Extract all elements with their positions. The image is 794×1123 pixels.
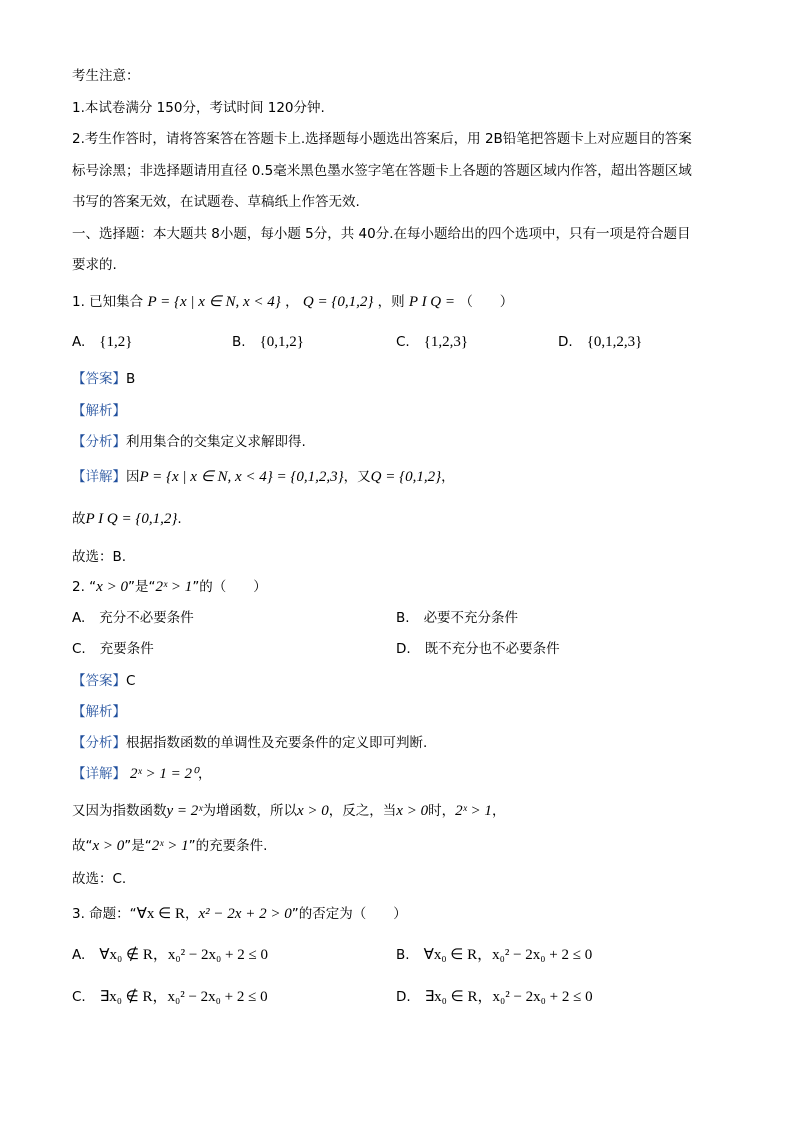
q3-option-c: C. ∃x₀ ∉ R，x₀² − 2x₀ + 2 ≤ 0 [72,989,268,1005]
q3-option-a: A. ∀x₀ ∉ R，x₀² − 2x₀ + 2 ≤ 0 [72,947,268,963]
question-1-stem [72,293,513,311]
notice-item-2-line-1: 2.考生作答时，请将答案答在答题卡上.选择题每小题选出答案后，用 2B铅笔把答题卡上对应题目的答案 [72,131,692,147]
section-heading-line-1: 一、选择题：本大题共 8小题，每小题 5分，共 40分.在每小题给出的四个选项中，只有一项是符合题目 [72,226,691,242]
q3-option-b: B. ∀x₀ ∈ R，x₀² − 2x₀ + 2 ≤ 0 [396,947,593,963]
q2-option-d: D. 既不充分也不必要条件 [396,641,560,657]
q2-xiangjie: 【详解】 2ˣ > 1 = 2⁰， [72,766,212,782]
notice-item-2-line-2: 标号涂黑；非选择题请用直径 0.5毫米黑色墨水签字笔在答题卡上各题的答题区域内作答，超出答题区域 [72,163,692,179]
q1-conclusion: 故P I Q = {0,1,2}. [72,511,182,527]
q1-option-c: C. {1,2,3} [396,334,469,350]
q2-option-b: B. 必要不充分条件 [396,610,519,626]
q1-xiangjie: 【详解】因P = {x | x ∈ N, x < 4} = {0,1,2,3}，又Q = {0,1,2}， [72,469,455,485]
question-2-stem: 2. “x > 0”是“2ˣ > 1”的（ ） [72,579,267,595]
q1-option-b: B. {0,1,2} [232,334,304,350]
q2-final: 故选：C. [72,871,127,887]
q1-option-a: A. {1,2} [72,334,133,350]
q1-ask-expression: P I Q = [408,294,456,310]
q1-sep: ， [285,294,299,310]
q2-answer: 【答案】C [72,673,136,689]
notice-item-1: 1.本试卷满分 150分，考试时间 120分钟. [72,100,325,116]
q2-option-a: A. 充分不必要条件 [72,610,194,626]
q2-analysis-tag: 【解析】 [72,704,126,720]
notice-title: 考生注意： [72,68,140,84]
q1-option-d: D. {0,1,2,3} [558,334,643,350]
q2-reasoning: 又因为指数函数y = 2ˣ为增函数，所以x > 0，反之，当x > 0时，2ˣ > 1， [72,803,506,819]
q3-option-d: D. ∃x₀ ∈ R，x₀² − 2x₀ + 2 ≤ 0 [396,989,593,1005]
q1-answer [72,370,135,388]
q1-prefix: 1. 已知集合 [72,294,144,310]
q1-answer-value: B [126,371,136,387]
notice-item-2-line-3: 书写的答案无效，在试题卷、草稿纸上作答无效. [72,194,360,210]
q2-option-c: C. 充要条件 [72,641,154,657]
q1-set-p: P = {x | x ∈ N, x < 4} [147,294,281,310]
q2-conclusion: 故“x > 0”是“2ˣ > 1”的充要条件. [72,838,268,854]
q1-set-q: Q = {0,1,2} [302,294,374,310]
q1-final: 故选：B. [72,549,127,565]
section-heading-line-2: 要求的. [72,257,117,273]
answer-tag: 【答案】 [72,371,126,387]
q1-paren: （ ） [459,294,514,310]
q1-fenxi: 【分析】利用集合的交集定义求解即得. [72,434,306,450]
q2-fenxi: 【分析】根据指数函数的单调性及充要条件的定义即可判断. [72,735,428,751]
question-3-stem: 3. 命题：“∀x ∈ R，x² − 2x + 2 > 0”的否定为（ ） [72,906,407,922]
q1-ask-prefix: ，则 [377,294,405,310]
q1-analysis-tag: 【解析】 [72,403,126,419]
